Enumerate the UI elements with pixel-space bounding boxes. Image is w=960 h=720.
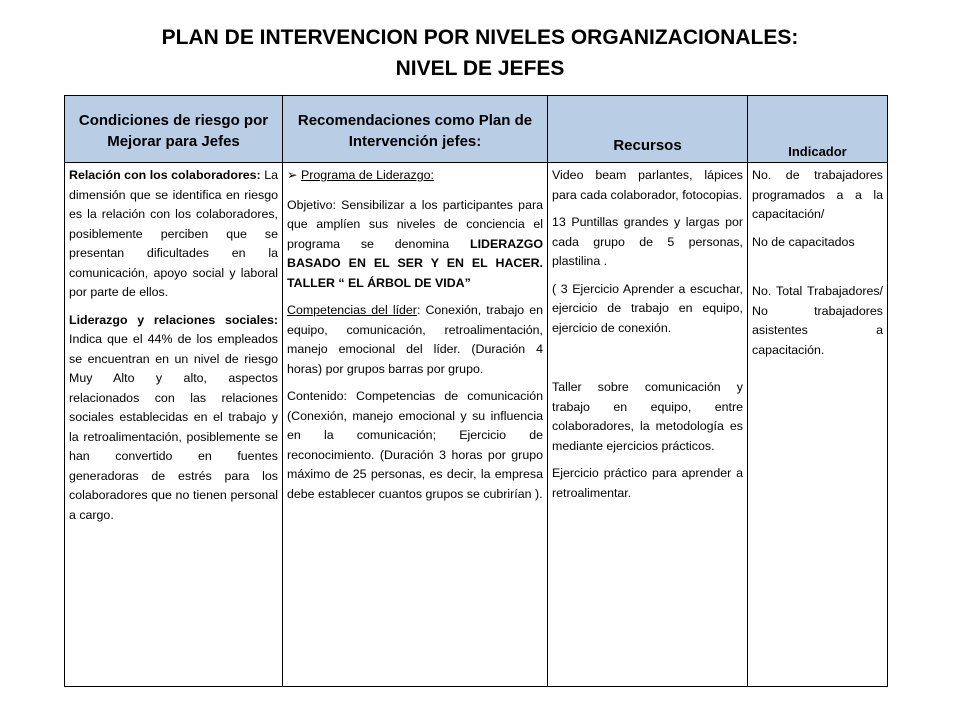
risk-relation-text: La dimensión que se identifica en riesgo es la relación con los colaboradores, posiblemente perciben que se presentan dificultades en la comunicación, apoyo social y laboral por parte de ellos.: [69, 168, 278, 299]
cell-indicator: [748, 163, 888, 687]
content-paragraph: Contenido: Competencias de comunicación (Conexión, manejo emocional y su influencia en la comunicación; Ejercicio de reconocimiento. (Duración 3 horas por grupo máximo de 25 personas, es decir, la empresa debe establecer cuantos grupos se cubrirían ).: [287, 389, 543, 501]
risk-leadership-label: Liderazgo y relaciones sociales:: [69, 312, 278, 327]
risk-relation-paragraph: [69, 166, 278, 303]
program-name: LIDERAZGO BASADO EN EL SER Y EN EL HACER. TALLER “ EL ÁRBOL DE VIDA”: [287, 236, 543, 290]
indicator-attendance: No. Total Trabajadores/ No trabajadores asistentes a capacitación.: [752, 284, 883, 357]
table-row: [65, 163, 888, 687]
cell-resources: [548, 163, 748, 687]
risk-relation-label: Relación con los colaboradores:: [69, 168, 261, 182]
indicator-trained: No de capacitados: [752, 234, 855, 249]
resources-nails: 13 Puntillas grandes y largas por cada grupo de 5 personas, plastilina .: [552, 215, 743, 268]
intervention-plan-table: [64, 95, 888, 687]
competencies-paragraph: [287, 301, 543, 379]
header-resources: Recursos: [548, 96, 748, 163]
header-risk-conditions: Condiciones de riesgo por Mejorar para Jefes: [65, 96, 283, 163]
risk-leadership-paragraph: [69, 311, 278, 526]
document-title: [0, 22, 960, 84]
competencies-text: : Conexión, trabajo en equipo, comunicación, retroalimentación, manejo emocional del líder. (Duración 4 horas) por grupos barras por grupo.: [287, 303, 544, 376]
table-header-row: [65, 96, 888, 163]
competencies-label: Competencias del líder: [287, 303, 417, 317]
header-recommendations: Recomendaciones como Plan de Intervención jefes:: [283, 96, 548, 163]
title-line-2: NIVEL DE JEFES: [395, 57, 565, 80]
resources-materials: Video beam parlantes, lápices para cada colaborador, fotocopias.: [552, 168, 743, 202]
arrow-bullet-icon: ➢: [287, 168, 298, 182]
objective-paragraph: [287, 196, 543, 294]
resources-workshop: Taller sobre comunicación y trabajo en equipo, entre colaboradores, la metodología es mediante ejercicios prácticos.: [552, 380, 743, 453]
indicator-programmed: No. de trabajadores programados a a la capacitación/: [752, 168, 883, 221]
risk-leadership-text: Indica que el 44% de los empleados se encuentran en un nivel de riesgo Muy Alto y alto, aspectos relacionados con las relaciones sociales establecidas en el trabajo y la retroalimentación, posiblemente se han convertido en fuentes generadoras de estrés para los colaboradores que no tienen personal a cargo.: [69, 332, 278, 522]
cell-recommendations: [283, 163, 548, 687]
header-indicator: Indicador: [748, 96, 888, 163]
cell-risk-conditions: [65, 163, 283, 687]
program-bullet: [287, 166, 543, 186]
title-line-1: PLAN DE INTERVENCION POR NIVELES ORGANIZACIONALES:: [161, 26, 799, 49]
program-title: Programa de Liderazgo:: [301, 168, 434, 182]
resources-exercises: ( 3 Ejercicio Aprender a escuchar, ejercicio de trabajo en equipo, ejercicio de conexión.: [552, 281, 743, 335]
objective-text: Objetivo: Sensibilizar a los participantes para que amplíen sus niveles de conciencia el programa se denomina: [287, 197, 543, 251]
resources-feedback-exercise: Ejercicio práctico para aprender a retroalimentar.: [552, 466, 743, 500]
